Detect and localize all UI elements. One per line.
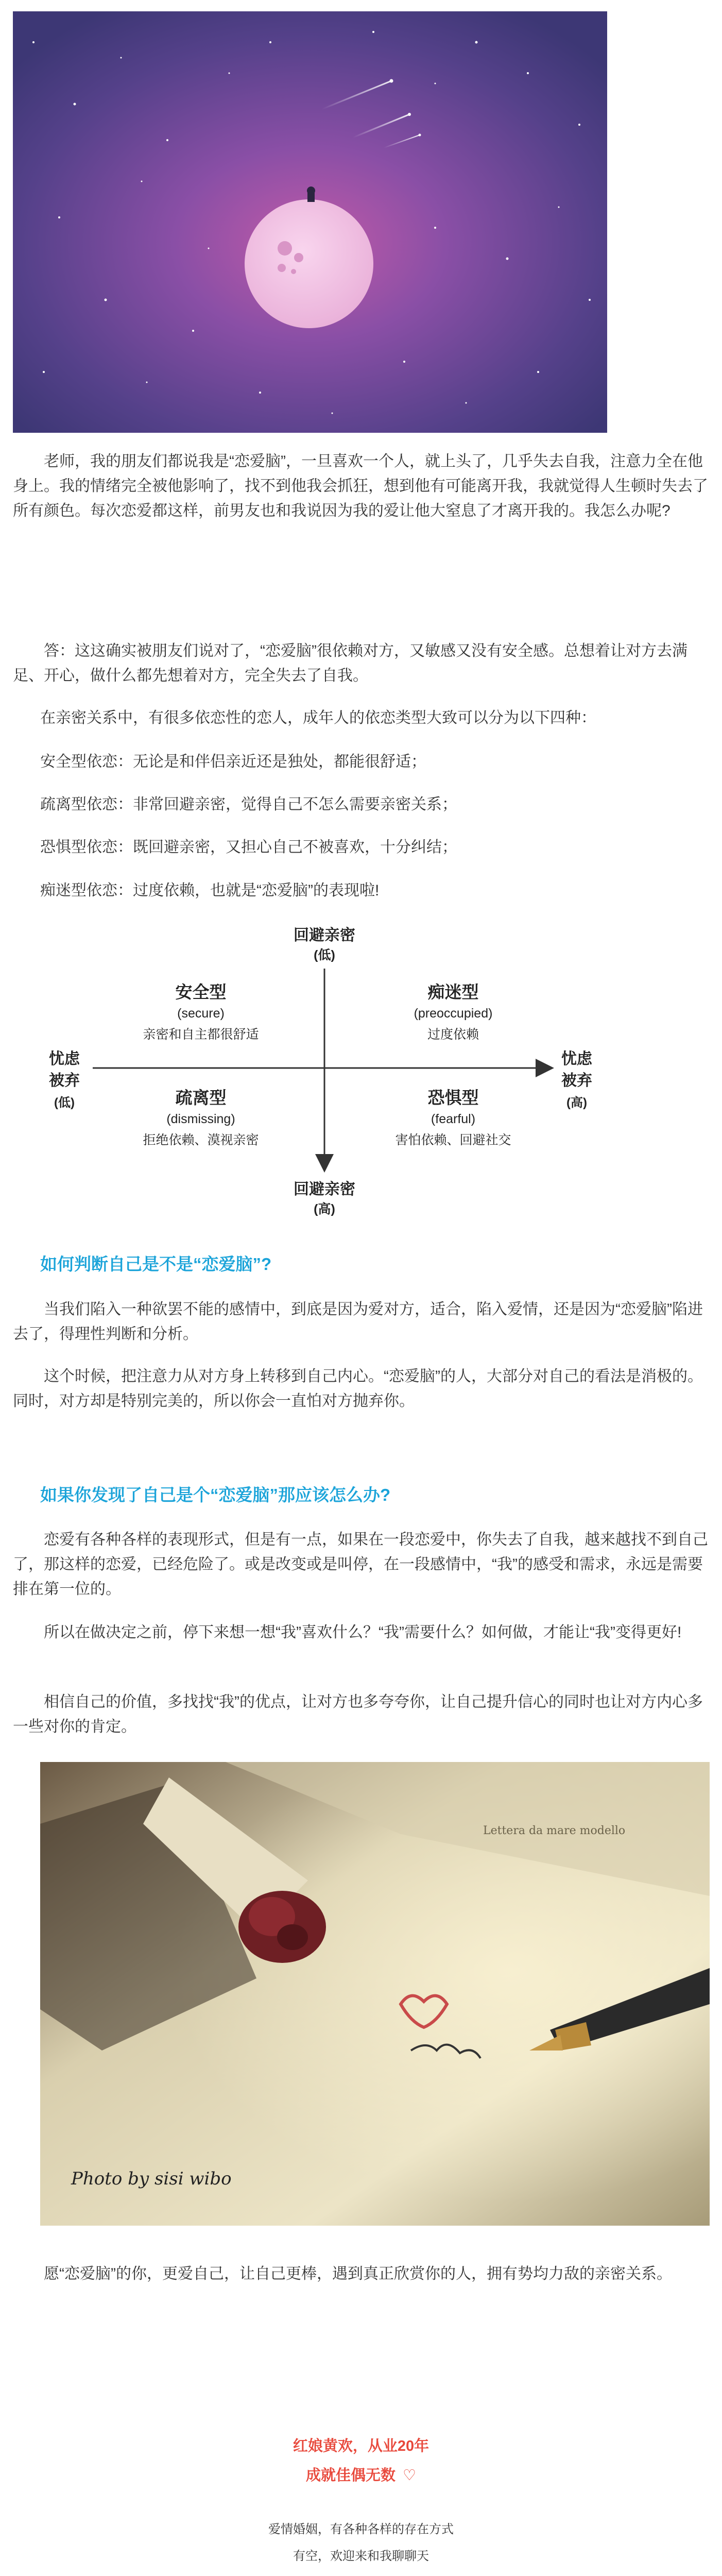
quadrant-preoccupied-desc: 过度依赖 <box>427 1027 479 1042</box>
axis-bottom-label: 回避亲密 <box>294 1181 355 1198</box>
section2-paragraph-3: 相信自己的价值，多找找“我”的优点，让对方也多夸夸你，让自己提升信心的同时也让对方内心多一些对你的肯定。 <box>13 1693 703 1735</box>
quadrant-dismissing-desc: 拒绝依赖、漠视亲密 <box>143 1133 259 1147</box>
quadrant-preoccupied-title: 痴迷型 <box>427 982 479 1002</box>
quadrant-fearful <box>366 1084 541 1148</box>
quadrant-secure-title: 安全型 <box>175 982 227 1002</box>
quadrant-fearful-desc: 害怕依赖、回避社交 <box>395 1133 511 1147</box>
axis-right-label-2: 被弃 <box>561 1072 592 1089</box>
axis-top-label: 回避亲密 <box>294 927 355 944</box>
attachment-intro-paragraph: 在亲密关系中，有很多依恋性的恋人，成年人的依恋类型大致可以分为以下四种： <box>40 709 596 726</box>
section1-paragraph-2: 这个时候，把注意力从对方身上转移到自己内心。“恋爱脑”的人，大部分对自己的看法是消极的。同时，对方却是特别完美的，所以你会一直怕对方抛弃你。 <box>13 1368 703 1410</box>
axis-top-level: (低) <box>314 948 335 962</box>
attachment-type-dismissing: 疏离型依恋：非常回避亲密，觉得自己不怎么需要亲密关系； <box>40 796 457 813</box>
footer-title-line-1: 红娘黄欢，从业20年 <box>293 2438 429 2454</box>
photo-letter-header: Lettera da mare modello <box>483 1824 626 1837</box>
footer-title-line-2 <box>0 2464 722 2485</box>
footer-line-2: 有空，欢迎来和我聊聊天 <box>293 2549 429 2563</box>
attachment-type-fearful: 恐惧型依恋：既回避亲密，又担心自己不被喜欢，十分纠结； <box>40 839 457 856</box>
footer-line-1: 爱情婚姻，有各种各样的存在方式 <box>268 2522 454 2536</box>
answer-intro-paragraph: 答：这这确实被朋友们说对了，“恋爱脑”很依赖对方，又敏感又没有安全感。总想着让对方去满足、开心，做什么都先想着对方，完全失去了自我。 <box>13 642 687 684</box>
quadrant-fearful-title: 恐惧型 <box>427 1088 479 1107</box>
axis-left-level: (低) <box>54 1096 75 1110</box>
quadrant-preoccupied <box>366 979 541 1043</box>
footer-title-line-2-text: 成就佳偶无数 <box>305 2467 396 2484</box>
rose-letter-photo <box>40 1762 710 2226</box>
attachment-type-secure: 安全型依恋：无论是和伴侣亲近还是独处，都能很舒适； <box>40 753 426 770</box>
section1-paragraph-1: 当我们陷入一种欲罢不能的感情中，到底是因为爱对方，适合，陷入爱情，还是因为“恋爱脑”陷进去了，得理性判断和分析。 <box>13 1301 703 1343</box>
closing-paragraph: 愿“恋爱脑”的你，更爱自己，让自己更棒，遇到真正欣赏你的人，拥有势均力敌的亲密关系。 <box>44 2265 672 2282</box>
quadrant-dismissing-sub: (dismissing) <box>166 1112 235 1126</box>
section2-paragraph-1: 恋爱有各种各样的表现形式，但是有一点，如果在一段恋爱中，你失去了自我，越来越找不到自己了，那这样的恋爱，已经危险了。或是改变或是叫停，在一段感情中，“我”的感受和需求，永远是需要排在第一位的。 <box>13 1531 708 1598</box>
quadrant-dismissing <box>113 1084 288 1148</box>
footer-line-3 <box>0 2572 722 2576</box>
night-sky-moon-illustration <box>13 11 607 433</box>
axis-right-label-1: 忧虑 <box>561 1050 592 1067</box>
quadrant-dismissing-title: 疏离型 <box>175 1088 227 1107</box>
section2-heading: 如果你发现了自己是个“恋爱脑”那应该怎么办? <box>40 1485 391 1504</box>
quadrant-preoccupied-sub: (preoccupied) <box>414 1006 493 1021</box>
axis-left-label-2: 被弃 <box>49 1072 80 1089</box>
axis-right-level: (高) <box>566 1096 587 1110</box>
attachment-diagram <box>41 922 608 1231</box>
photo-signature: Photo by sisi wibo <box>71 2168 232 2189</box>
axis-left-label-1: 忧虑 <box>49 1050 80 1067</box>
attachment-type-preoccupied: 痴迷型依恋：过度依赖，也就是“恋爱脑”的表现啦! <box>40 882 380 899</box>
quadrant-secure <box>113 979 288 1043</box>
quadrant-secure-sub: (secure) <box>177 1006 225 1021</box>
quadrant-fearful-sub: (fearful) <box>431 1112 476 1126</box>
rose-and-pen-image <box>40 1762 710 2226</box>
axis-bottom-level: (高) <box>314 1202 335 1216</box>
section2-paragraph-2: 所以在做决定之前，停下来想一想“我”喜欢什么？“我”需要什么？如何做，才能让“我”变得更好! <box>44 1624 682 1641</box>
intro-question-paragraph: 老师，我的朋友们都说我是“恋爱脑”，一旦喜欢一个人，就上头了，几乎失去自我，注意力全在他身上。我的情绪完全被他影响了，找不到他我会抓狂，想到他有可能离开我，我就觉得人生顿时失去了所有颜色。每次恋爱都这样，前男友也和我说因为我的爱让他大窒息了才离开我的。我怎么办呢? <box>13 453 708 519</box>
section1-heading: 如何判断自己是不是“恋爱脑”? <box>40 1255 272 1274</box>
quadrant-secure-desc: 亲密和自主都很舒适 <box>143 1027 259 1042</box>
heart-icon: ♡ <box>403 2467 417 2484</box>
hero-illustration <box>13 11 607 433</box>
